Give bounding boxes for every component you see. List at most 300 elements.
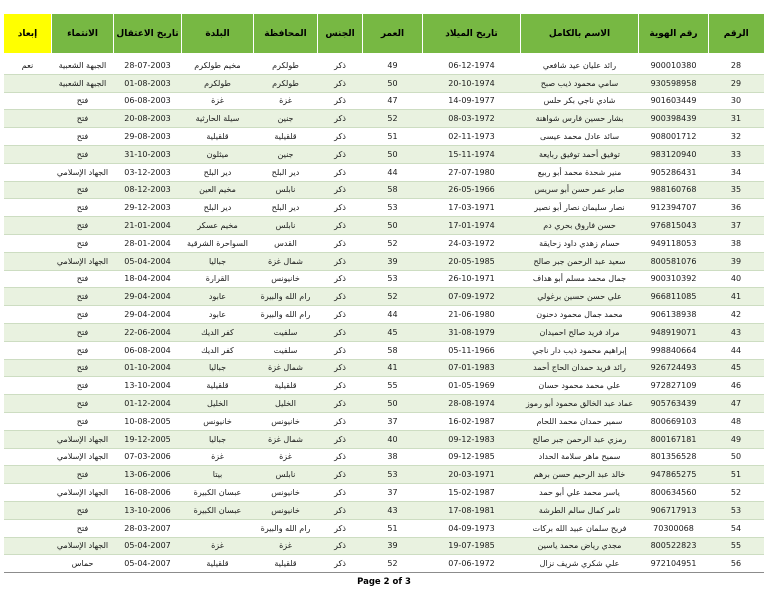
cell-id: 801356528 [639, 448, 709, 466]
cell-arrest: 10-08-2005 [114, 412, 182, 430]
cell-num: 55 [709, 537, 764, 555]
cell-gov: قلقيلية [254, 128, 318, 146]
cell-name: رائد فريد حمدان الحاج أحمد [521, 359, 639, 377]
cell-name: منير شحدة محمد أبو ربيع [521, 163, 639, 181]
cell-id: 906717913 [639, 501, 709, 519]
cell-id: 906138938 [639, 306, 709, 324]
cell-deport [4, 466, 52, 484]
cell-town: مخيم طولكرم [182, 55, 254, 74]
cell-age: 40 [363, 430, 423, 448]
cell-num: 39 [709, 252, 764, 270]
cell-dob: 16-02-1987 [423, 412, 521, 430]
cell-name: علي شكري شريف نزال [521, 555, 639, 573]
cell-party: فتح [52, 145, 114, 163]
cell-num: 42 [709, 306, 764, 324]
cell-id: 70300068 [639, 519, 709, 537]
table-header-row [4, 14, 764, 55]
cell-deport [4, 323, 52, 341]
cell-arrest: 29-04-2004 [114, 306, 182, 324]
cell-arrest: 01-12-2004 [114, 395, 182, 413]
cell-age: 50 [363, 74, 423, 92]
cell-age: 52 [363, 288, 423, 306]
cell-deport [4, 306, 52, 324]
table-row [4, 110, 764, 128]
cell-name: سمير حمدان محمد اللحام [521, 412, 639, 430]
cell-gender: ذكر [318, 484, 363, 502]
cell-num: 38 [709, 234, 764, 252]
cell-age: 53 [363, 466, 423, 484]
cell-gender: ذكر [318, 128, 363, 146]
cell-gov: شمال غزة [254, 430, 318, 448]
column-header-num: الرقم [709, 14, 764, 55]
cell-age: 44 [363, 306, 423, 324]
cell-num: 33 [709, 145, 764, 163]
cell-party: الجهاد الإسلامي [52, 252, 114, 270]
cell-party: فتح [52, 288, 114, 306]
cell-town: دير البلح [182, 199, 254, 217]
cell-name: ثامر كمال سالم الطرشة [521, 501, 639, 519]
cell-dob: 07-06-1972 [423, 555, 521, 573]
cell-arrest: 29-04-2004 [114, 288, 182, 306]
cell-arrest: 01-08-2003 [114, 74, 182, 92]
cell-age: 53 [363, 199, 423, 217]
cell-num: 54 [709, 519, 764, 537]
cell-id: 905763439 [639, 395, 709, 413]
cell-num: 56 [709, 555, 764, 573]
cell-gov: غزة [254, 448, 318, 466]
cell-arrest: 06-08-2003 [114, 92, 182, 110]
cell-name: ياسر محمد علي أبو حمد [521, 484, 639, 502]
cell-arrest: 28-07-2003 [114, 55, 182, 74]
cell-town: القرارة [182, 270, 254, 288]
cell-id: 972104951 [639, 555, 709, 573]
cell-name: سميح ماهر سلامة الحداد [521, 448, 639, 466]
cell-arrest: 18-04-2004 [114, 270, 182, 288]
cell-id: 948919071 [639, 323, 709, 341]
table-row [4, 466, 764, 484]
cell-gov: خانيونس [254, 484, 318, 502]
cell-dob: 09-12-1983 [423, 430, 521, 448]
cell-gender: ذكر [318, 519, 363, 537]
cell-dob: 28-08-1974 [423, 395, 521, 413]
cell-age: 47 [363, 92, 423, 110]
cell-party: فتح [52, 501, 114, 519]
cell-arrest: 05-04-2007 [114, 537, 182, 555]
cell-gov: دير البلح [254, 199, 318, 217]
cell-id: 908001712 [639, 128, 709, 146]
cell-dob: 20-10-1974 [423, 74, 521, 92]
cell-gov: قلقيلية [254, 555, 318, 573]
table-row [4, 412, 764, 430]
cell-gov: جنين [254, 145, 318, 163]
cell-town: عابود [182, 306, 254, 324]
table-row [4, 555, 764, 573]
cell-num: 44 [709, 341, 764, 359]
cell-name: شادي ناجي بكر حلس [521, 92, 639, 110]
cell-arrest: 13-10-2006 [114, 501, 182, 519]
cell-gender: ذكر [318, 395, 363, 413]
cell-name: حسام زهدي داود زحايقة [521, 234, 639, 252]
cell-party: فتح [52, 92, 114, 110]
cell-gender: ذكر [318, 448, 363, 466]
column-header-deport: إبعاد [4, 14, 52, 55]
cell-town: مخيم عسكر [182, 217, 254, 235]
column-header-party: الانتماء [52, 14, 114, 55]
cell-town: عبسان الكبيرة [182, 484, 254, 502]
cell-dob: 19-07-1985 [423, 537, 521, 555]
cell-party: الجبهة الشعبية [52, 74, 114, 92]
cell-dob: 01-05-1969 [423, 377, 521, 395]
column-header-age: العمر [363, 14, 423, 55]
cell-num: 29 [709, 74, 764, 92]
cell-gov: نابلس [254, 181, 318, 199]
cell-name: فريح سلمان عبيد الله بركات [521, 519, 639, 537]
cell-town: جباليا [182, 252, 254, 270]
column-header-dob: تاريخ الميلاد [423, 14, 521, 55]
cell-num: 32 [709, 128, 764, 146]
cell-deport [4, 163, 52, 181]
cell-num: 50 [709, 448, 764, 466]
cell-name: عماد عبد الخالق محمود أبو رموز [521, 395, 639, 413]
cell-arrest: 13-06-2006 [114, 466, 182, 484]
cell-town: جباليا [182, 359, 254, 377]
cell-num: 31 [709, 110, 764, 128]
cell-gov: طولكرم [254, 55, 318, 74]
cell-dob: 15-02-1987 [423, 484, 521, 502]
cell-gender: ذكر [318, 55, 363, 74]
cell-gender: ذكر [318, 466, 363, 484]
cell-dob: 08-03-1972 [423, 110, 521, 128]
cell-party: فتح [52, 323, 114, 341]
cell-arrest: 08-12-2003 [114, 181, 182, 199]
cell-num: 34 [709, 163, 764, 181]
cell-gov: شمال غزة [254, 359, 318, 377]
cell-age: 37 [363, 412, 423, 430]
cell-dob: 02-11-1973 [423, 128, 521, 146]
cell-deport [4, 128, 52, 146]
cell-arrest: 29-08-2003 [114, 128, 182, 146]
cell-party: الجهاد الإسلامي [52, 537, 114, 555]
page-number-label: Page 2 of 3 [357, 577, 411, 587]
cell-name: توفيق أحمد توفيق ربايعة [521, 145, 639, 163]
cell-dob: 20-05-1985 [423, 252, 521, 270]
cell-deport [4, 359, 52, 377]
cell-deport [4, 412, 52, 430]
cell-dob: 24-03-1972 [423, 234, 521, 252]
cell-party: الجهاد الإسلامي [52, 448, 114, 466]
table-row [4, 199, 764, 217]
cell-arrest: 05-04-2004 [114, 252, 182, 270]
cell-age: 50 [363, 145, 423, 163]
cell-gender: ذكر [318, 110, 363, 128]
detainees-table [3, 14, 764, 573]
cell-party: فتح [52, 466, 114, 484]
cell-arrest: 05-04-2007 [114, 555, 182, 573]
table-row [4, 270, 764, 288]
cell-gov: نابلس [254, 217, 318, 235]
table-row [4, 145, 764, 163]
cell-id: 930598958 [639, 74, 709, 92]
cell-gov: شمال غزة [254, 252, 318, 270]
cell-deport [4, 252, 52, 270]
cell-party: فتح [52, 395, 114, 413]
table-row [4, 234, 764, 252]
cell-name: مراد فريد صالح احميدان [521, 323, 639, 341]
cell-town: غزة [182, 537, 254, 555]
cell-dob: 04-09-1973 [423, 519, 521, 537]
cell-gender: ذكر [318, 501, 363, 519]
cell-dob: 06-12-1974 [423, 55, 521, 74]
cell-gender: ذكر [318, 234, 363, 252]
cell-gender: ذكر [318, 217, 363, 235]
cell-gov: غزة [254, 92, 318, 110]
cell-town: كفر الديك [182, 323, 254, 341]
cell-id: 966811085 [639, 288, 709, 306]
cell-dob: 07-09-1972 [423, 288, 521, 306]
cell-id: 947865275 [639, 466, 709, 484]
cell-name: سعيد عبد الرحمن جبر صالح [521, 252, 639, 270]
cell-dob: 05-11-1966 [423, 341, 521, 359]
cell-gov: سلفيت [254, 323, 318, 341]
table-row [4, 74, 764, 92]
cell-age: 52 [363, 555, 423, 573]
cell-name: إبراهيم محمود ذيب دار ناجي [521, 341, 639, 359]
cell-age: 51 [363, 519, 423, 537]
cell-town [182, 519, 254, 537]
table-body [4, 55, 764, 573]
cell-gender: ذكر [318, 537, 363, 555]
cell-town: السواحرة الشرقية [182, 234, 254, 252]
cell-name: حسن فاروق بحري دم [521, 217, 639, 235]
cell-deport [4, 430, 52, 448]
cell-gender: ذكر [318, 359, 363, 377]
cell-town: غزة [182, 448, 254, 466]
cell-deport [4, 519, 52, 537]
cell-town: قلقيلية [182, 377, 254, 395]
cell-gender: ذكر [318, 288, 363, 306]
cell-age: 43 [363, 501, 423, 519]
cell-gender: ذكر [318, 270, 363, 288]
cell-id: 912394707 [639, 199, 709, 217]
cell-gender: ذكر [318, 252, 363, 270]
cell-num: 30 [709, 92, 764, 110]
table-row [4, 448, 764, 466]
cell-arrest: 31-10-2003 [114, 145, 182, 163]
cell-party: فتح [52, 128, 114, 146]
cell-gender: ذكر [318, 323, 363, 341]
cell-dob: 17-03-1971 [423, 199, 521, 217]
column-header-gov: المحافظة [254, 14, 318, 55]
cell-town: مخيم العين [182, 181, 254, 199]
cell-num: 41 [709, 288, 764, 306]
cell-id: 800669103 [639, 412, 709, 430]
cell-age: 50 [363, 395, 423, 413]
cell-num: 45 [709, 359, 764, 377]
cell-num: 36 [709, 199, 764, 217]
cell-name: صابر عمر حسن أبو سريس [521, 181, 639, 199]
cell-num: 53 [709, 501, 764, 519]
table-row [4, 484, 764, 502]
cell-deport [4, 74, 52, 92]
cell-town: قلقيلية [182, 128, 254, 146]
table-row [4, 377, 764, 395]
cell-town: سيلة الحارثية [182, 110, 254, 128]
cell-party: فتح [52, 110, 114, 128]
cell-deport [4, 537, 52, 555]
cell-gov: رام الله والبيرة [254, 306, 318, 324]
cell-party: الجبهة الشعبية [52, 55, 114, 74]
column-header-id: رقم الهوية [639, 14, 709, 55]
cell-town: ميثلون [182, 145, 254, 163]
cell-id: 988160768 [639, 181, 709, 199]
cell-age: 53 [363, 270, 423, 288]
cell-dob: 17-01-1974 [423, 217, 521, 235]
cell-id: 926724493 [639, 359, 709, 377]
cell-town: طولكرم [182, 74, 254, 92]
cell-age: 52 [363, 110, 423, 128]
cell-deport [4, 217, 52, 235]
cell-gov: قلقيلية [254, 377, 318, 395]
cell-town: جباليا [182, 430, 254, 448]
cell-age: 52 [363, 234, 423, 252]
cell-age: 37 [363, 484, 423, 502]
cell-deport [4, 110, 52, 128]
cell-gov: رام الله والبيرة [254, 288, 318, 306]
cell-town: غزة [182, 92, 254, 110]
cell-num: 52 [709, 484, 764, 502]
cell-arrest: 28-01-2004 [114, 234, 182, 252]
cell-dob: 26-05-1966 [423, 181, 521, 199]
cell-age: 50 [363, 217, 423, 235]
cell-arrest: 06-08-2004 [114, 341, 182, 359]
table-row [4, 128, 764, 146]
cell-gender: ذكر [318, 555, 363, 573]
cell-arrest: 29-12-2003 [114, 199, 182, 217]
cell-party: حماس [52, 555, 114, 573]
cell-gender: ذكر [318, 199, 363, 217]
cell-arrest: 13-10-2004 [114, 377, 182, 395]
cell-town: بيتا [182, 466, 254, 484]
cell-num: 47 [709, 395, 764, 413]
cell-gender: ذكر [318, 74, 363, 92]
table-row [4, 430, 764, 448]
cell-party: فتح [52, 341, 114, 359]
cell-id: 800167181 [639, 430, 709, 448]
cell-party: فتح [52, 181, 114, 199]
cell-dob: 07-01-1983 [423, 359, 521, 377]
cell-age: 39 [363, 252, 423, 270]
cell-id: 900310392 [639, 270, 709, 288]
cell-gov: القدس [254, 234, 318, 252]
cell-num: 48 [709, 412, 764, 430]
cell-party: فتح [52, 519, 114, 537]
cell-age: 41 [363, 359, 423, 377]
cell-age: 44 [363, 163, 423, 181]
cell-dob: 15-11-1974 [423, 145, 521, 163]
cell-arrest: 22-06-2004 [114, 323, 182, 341]
cell-town: دير البلح [182, 163, 254, 181]
cell-gender: ذكر [318, 145, 363, 163]
cell-dob: 21-06-1980 [423, 306, 521, 324]
table-row [4, 395, 764, 413]
table-row [4, 519, 764, 537]
cell-num: 43 [709, 323, 764, 341]
cell-name: مجدي رياض محمد ياسين [521, 537, 639, 555]
cell-deport [4, 181, 52, 199]
cell-dob: 31-08-1979 [423, 323, 521, 341]
cell-name: رائد عليان عيد شافعي [521, 55, 639, 74]
cell-town: قلقيلية [182, 555, 254, 573]
cell-id: 983120940 [639, 145, 709, 163]
cell-town: كفر الديك [182, 341, 254, 359]
cell-gov: خانيونس [254, 412, 318, 430]
cell-gov: خانيونس [254, 501, 318, 519]
cell-gender: ذكر [318, 163, 363, 181]
cell-deport [4, 395, 52, 413]
cell-arrest: 01-10-2004 [114, 359, 182, 377]
cell-dob: 14-09-1977 [423, 92, 521, 110]
cell-town: عابود [182, 288, 254, 306]
cell-deport [4, 199, 52, 217]
cell-num: 51 [709, 466, 764, 484]
cell-age: 51 [363, 128, 423, 146]
cell-party: فتح [52, 377, 114, 395]
cell-party: فتح [52, 306, 114, 324]
cell-party: الجهاد الإسلامي [52, 163, 114, 181]
cell-party: فتح [52, 412, 114, 430]
column-header-arrest: تاريخ الاعتقال [114, 14, 182, 55]
cell-name: رمزي عبد الرحمن جبر صالح [521, 430, 639, 448]
cell-deport [4, 448, 52, 466]
cell-gender: ذكر [318, 181, 363, 199]
cell-name: بشار حسين فارس شواهنة [521, 110, 639, 128]
cell-gender: ذكر [318, 306, 363, 324]
cell-num: 40 [709, 270, 764, 288]
cell-name: خالد عبد الرحيم حسن برهم [521, 466, 639, 484]
cell-gender: ذكر [318, 430, 363, 448]
cell-name: جمال محمد مسلم أبو هداف [521, 270, 639, 288]
cell-arrest: 03-12-2003 [114, 163, 182, 181]
table-row [4, 323, 764, 341]
cell-arrest: 20-08-2003 [114, 110, 182, 128]
column-header-name: الاسم بالكامل [521, 14, 639, 55]
cell-party: فتح [52, 234, 114, 252]
cell-id: 949118053 [639, 234, 709, 252]
cell-dob: 26-10-1971 [423, 270, 521, 288]
cell-town: الخليل [182, 395, 254, 413]
cell-id: 900010380 [639, 55, 709, 74]
cell-deport [4, 501, 52, 519]
cell-num: 37 [709, 217, 764, 235]
cell-gov: نابلس [254, 466, 318, 484]
cell-id: 800634560 [639, 484, 709, 502]
table-row [4, 288, 764, 306]
cell-name: سامي محمود ذيب صبح [521, 74, 639, 92]
cell-deport [4, 145, 52, 163]
cell-deport: نعم [4, 55, 52, 74]
cell-name: علي حسن حسين برغولي [521, 288, 639, 306]
cell-age: 55 [363, 377, 423, 395]
cell-party: فتح [52, 359, 114, 377]
cell-age: 45 [363, 323, 423, 341]
cell-town: خانيونس [182, 412, 254, 430]
cell-deport [4, 234, 52, 252]
cell-party: فتح [52, 270, 114, 288]
column-header-town: البلدة [182, 14, 254, 55]
cell-arrest: 21-01-2004 [114, 217, 182, 235]
cell-gov: الخليل [254, 395, 318, 413]
cell-party: الجهاد الإسلامي [52, 430, 114, 448]
